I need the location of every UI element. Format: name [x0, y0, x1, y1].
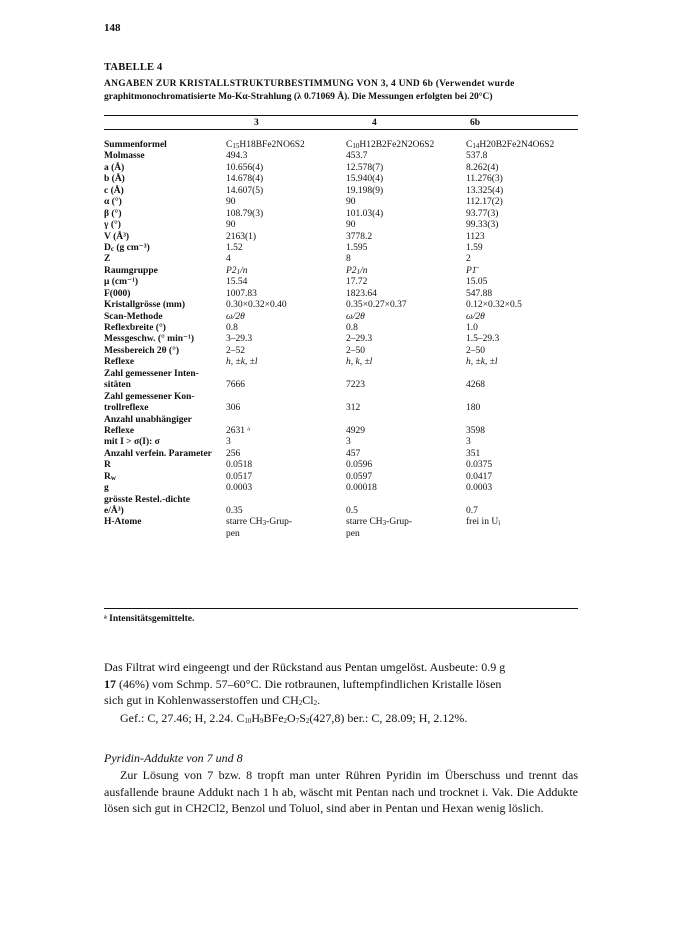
table-row — [104, 312, 578, 323]
cell-6b: 8.262(4) — [466, 162, 499, 173]
row-label: Zahl gemessener Kon- — [104, 391, 195, 402]
cell-3: 306 — [226, 403, 241, 414]
cell-3: 15.54 — [226, 277, 248, 288]
table-row — [104, 209, 578, 220]
table-row — [104, 415, 578, 426]
row-label: μ (cm⁻¹) — [104, 277, 139, 288]
cell-3: 0.0003 — [226, 483, 253, 494]
row-label: Summenformel — [104, 140, 167, 150]
cell-6b: 1123 — [466, 231, 485, 242]
cell-6b: 0.0417 — [466, 471, 493, 482]
table-row — [104, 403, 578, 414]
cell-4: 312 — [346, 403, 361, 414]
table-row — [104, 266, 578, 277]
row-label: Kristallgrösse (mm) — [104, 300, 185, 311]
cell-4: 90 — [346, 220, 356, 231]
table-row — [104, 483, 578, 494]
table-footnote: ᵃ Intensitätsgemittelte. — [104, 614, 195, 624]
cell-6b: 99.33(3) — [466, 220, 499, 231]
cell-6b: 1.5–29.3 — [466, 334, 500, 345]
table-bottom-rule — [104, 608, 578, 609]
cell-4: pen — [346, 528, 360, 539]
cell-4: 1.595 — [346, 242, 368, 253]
row-label: mit I > σ(I): σ — [104, 437, 160, 448]
row-label: Anzahl verfein. Parameter — [104, 448, 212, 459]
table-caption — [104, 78, 578, 104]
cell-3: 0.8 — [226, 323, 238, 333]
paragraph-line — [104, 676, 578, 693]
cell-3: 14.678(4) — [226, 174, 264, 185]
cell-3: 494.3 — [226, 151, 248, 162]
table-row — [104, 186, 578, 197]
row-label: V (Å³) — [104, 231, 130, 242]
table-row — [104, 449, 578, 460]
table-row — [104, 529, 578, 540]
paragraph-line: sich gut in Kohlenwasserstoffen und $CH_2Cl_2$. — [104, 693, 321, 707]
column-header: 4 — [372, 118, 377, 128]
crystal-structure-table — [104, 115, 578, 539]
table-row — [104, 151, 578, 162]
cell-6b: 93.77(3) — [466, 208, 499, 219]
cell-6b: 15.05 — [466, 277, 488, 288]
row-label: Zahl gemessener Inten- — [104, 368, 199, 379]
cell-3: 1007.83 — [226, 288, 257, 299]
table-row — [104, 369, 578, 380]
cell-4: 2–50 — [346, 345, 365, 356]
row-label: β (°) — [104, 208, 122, 219]
row-label: Z — [104, 254, 111, 265]
cell-6b: 11.276(3) — [466, 174, 503, 185]
table-header-row — [104, 115, 578, 128]
cell-4: 0.5 — [346, 506, 358, 516]
cell-6b: P1̄ — [466, 265, 477, 276]
table-heading: TABELLE 4 — [104, 62, 163, 73]
cell-4: 1823.64 — [346, 288, 377, 299]
table-caption-line-2: graphitmonochromatisierte Mo-Kα-Strahlung (λ 0.71069 Å). Die Messungen erfolgten bei 20°C) — [104, 92, 493, 102]
table-row — [104, 254, 578, 265]
cell-6b: 0.0003 — [466, 483, 493, 494]
row-label: $R_w$ — [104, 471, 116, 482]
table-row — [104, 220, 578, 231]
table-row — [104, 163, 578, 174]
cell-4: starre $CH_3-Grup-$ — [346, 517, 413, 528]
cell-3: 2631 ᵃ — [226, 425, 250, 436]
row-label: e/Å³) — [104, 506, 124, 516]
cell-4: 3 — [346, 437, 351, 448]
cell-6b: 0.0375 — [466, 460, 493, 471]
cell-6b: 1.59 — [466, 242, 483, 253]
cell-3: 90 — [226, 220, 236, 231]
row-label: F(000) — [104, 288, 131, 299]
row-label: Raumgruppe — [104, 265, 158, 276]
cell-4: 12.578(7) — [346, 162, 384, 173]
paragraph-filtrate — [104, 659, 578, 709]
paragraph-line: Das Filtrat wird eingeengt und der Rückstand aus Pentan umgelöst. Ausbeute: 0.9 g — [104, 660, 506, 674]
cell-4: 101.03(4) — [346, 208, 384, 219]
table-row — [104, 140, 578, 151]
row-label: Messgeschw. (° min⁻¹) — [104, 334, 195, 345]
cell-4: 15.940(4) — [346, 174, 384, 185]
table-body — [104, 140, 578, 540]
table-row — [104, 277, 578, 288]
row-label: α (°) — [104, 197, 122, 208]
cell-3: 256 — [226, 448, 241, 459]
cell-4: h, k, ±l — [346, 357, 373, 368]
cell-3: 108.79(3) — [226, 208, 264, 219]
cell-3: $C_{15}H18BFe2NO6S2$ — [226, 140, 305, 150]
cell-6b: $C_{14}H20B2Fe2N4O6S2$ — [466, 140, 555, 150]
cell-4: 19.198(9) — [346, 185, 384, 196]
row-label: Messbereich 2θ (°) — [104, 345, 180, 356]
cell-4: 3778.2 — [346, 231, 373, 242]
row-label: γ (°) — [104, 220, 121, 231]
column-header: 6b — [470, 118, 481, 128]
cell-6b: 112.17(2) — [466, 197, 503, 208]
cell-6b: 1.0 — [466, 323, 478, 333]
table-row — [104, 380, 578, 391]
section-title: Pyridin-Addukte von 7 und 8 — [104, 751, 243, 765]
row-label: sitäten — [104, 380, 131, 391]
row-label: Reflexbreite (°) — [104, 323, 166, 333]
paragraph-analysis — [104, 710, 578, 727]
cell-6b: 0.12×0.32×0.5 — [466, 300, 522, 311]
cell-3: starre $CH_3-Grup-$ — [226, 517, 293, 528]
cell-6b: ω/2θ — [466, 311, 485, 322]
cell-4: ω/2θ — [346, 311, 365, 322]
row-label: $D_c$ (g cm⁻³) — [104, 242, 150, 253]
cell-6b: 3598 — [466, 425, 485, 436]
cell-4: $C_{10}H12B2Fe2N2O6S2$ — [346, 140, 435, 150]
compound-ref: 17 — [104, 676, 116, 691]
cell-3: 3–29.3 — [226, 334, 253, 345]
table-row — [104, 232, 578, 243]
cell-6b: 351 — [466, 448, 481, 459]
row-label: Reflexe — [104, 357, 135, 368]
row-label: Molmasse — [104, 151, 145, 162]
table-row — [104, 323, 578, 334]
paragraph-pyridine — [104, 767, 578, 817]
row-label: R — [104, 460, 111, 471]
cell-6b: h, ±k, ±l — [466, 357, 498, 368]
cell-6b: 3 — [466, 437, 471, 448]
cell-4: 7223 — [346, 380, 365, 391]
cell-3: 2163(1) — [226, 231, 257, 242]
row-label: c (Å) — [104, 185, 124, 196]
paragraph-line-text: (46%) vom Schmp. 57–60°C. Die rotbraunen, luftempfindlichen Kristalle lösen — [116, 676, 502, 691]
cell-4: 2–29.3 — [346, 334, 373, 345]
cell-6b: 2 — [466, 254, 471, 265]
row-label: a (Å) — [104, 162, 125, 173]
paragraph-text: Zur Lösung von 7 bzw. 8 tropft man unter Rühren Pyridin im Überschuss und trennt das ausfallende braune Addukt nach 1 h ab, wäscht mit Pentan nach und trocknet i. Vak. Die Addukte lösen sich gut in CH2Cl2, Benzol und Toluol, sind aber in Pentan und Hexan wenig löslich. — [104, 768, 578, 815]
cell-3: h, ±k, ±l — [226, 357, 258, 368]
cell-6b: frei in $U_i$ — [466, 517, 501, 528]
cell-3: ω/2θ — [226, 311, 245, 322]
cell-3: 4 — [226, 254, 231, 265]
cell-3: 7666 — [226, 380, 245, 391]
table-header-rule — [104, 129, 578, 130]
table-row — [104, 517, 578, 528]
cell-6b: 0.7 — [466, 506, 478, 516]
table-caption-line-1: ANGABEN ZUR KRISTALLSTRUKTURBESTIMMUNG VON 3, 4 UND 6b (Verwendet wurde — [104, 79, 515, 89]
cell-6b: 13.325(4) — [466, 185, 504, 196]
table-row — [104, 300, 578, 311]
cell-6b: 180 — [466, 403, 481, 414]
cell-3: 0.30×0.32×0.40 — [226, 300, 287, 311]
table-row — [104, 437, 578, 448]
column-header: 3 — [254, 118, 259, 128]
table-row — [104, 243, 578, 254]
cell-3: 0.0517 — [226, 471, 253, 482]
row-label: trollreflexe — [104, 403, 149, 414]
table-row — [104, 289, 578, 300]
cell-4: 8 — [346, 254, 351, 265]
table-row — [104, 426, 578, 437]
cell-3: 10.656(4) — [226, 162, 264, 173]
cell-6b: 547.88 — [466, 288, 493, 299]
table-row — [104, 197, 578, 208]
cell-3: $P2_1/n$ — [226, 265, 248, 276]
cell-6b: 4268 — [466, 380, 485, 391]
table-row — [104, 472, 578, 483]
cell-3: 14.607(5) — [226, 185, 264, 196]
table-row — [104, 506, 578, 517]
cell-3: 0.35 — [226, 506, 243, 516]
table-row — [104, 346, 578, 357]
cell-3: 2–52 — [226, 345, 245, 356]
cell-6b: 2–50 — [466, 345, 485, 356]
page-number: 148 — [104, 22, 121, 34]
row-label: H-Atome — [104, 517, 142, 528]
cell-4: 457 — [346, 448, 361, 459]
table-row — [104, 174, 578, 185]
row-label: g — [104, 483, 109, 494]
cell-3: 1.52 — [226, 242, 243, 253]
cell-6b: 537.8 — [466, 151, 488, 162]
elemental-analysis: Gef.: C, 27.46; H, 2.24. $C_{10}H_9BFe_2O_7S_2(427,8)$ ber.: C, 28.09; H, 2.12%. — [120, 711, 468, 725]
table-row — [104, 392, 578, 403]
table-row — [104, 334, 578, 345]
cell-4: 0.0596 — [346, 460, 373, 471]
cell-4: 453.7 — [346, 151, 368, 162]
cell-3: 0.0518 — [226, 460, 253, 471]
cell-4: 0.00018 — [346, 483, 377, 494]
table-row — [104, 357, 578, 368]
cell-4: 0.8 — [346, 323, 358, 333]
row-label: Reflexe — [104, 425, 135, 436]
cell-4: 4929 — [346, 425, 365, 436]
cell-4: 90 — [346, 197, 356, 208]
table-row — [104, 460, 578, 471]
table-row — [104, 495, 578, 506]
row-label: Anzahl unabhängiger — [104, 414, 192, 425]
cell-4: $P2_1/n$ — [346, 265, 368, 276]
row-label: Scan-Methode — [104, 311, 163, 322]
cell-3: 90 — [226, 197, 236, 208]
cell-4: 0.0597 — [346, 471, 373, 482]
cell-3: 3 — [226, 437, 231, 448]
cell-4: 0.35×0.27×0.37 — [346, 300, 407, 311]
cell-4: 17.72 — [346, 277, 368, 288]
cell-3: pen — [226, 528, 240, 539]
row-label: b (Å) — [104, 174, 125, 185]
row-label: grösste Restel.-dichte — [104, 494, 191, 505]
